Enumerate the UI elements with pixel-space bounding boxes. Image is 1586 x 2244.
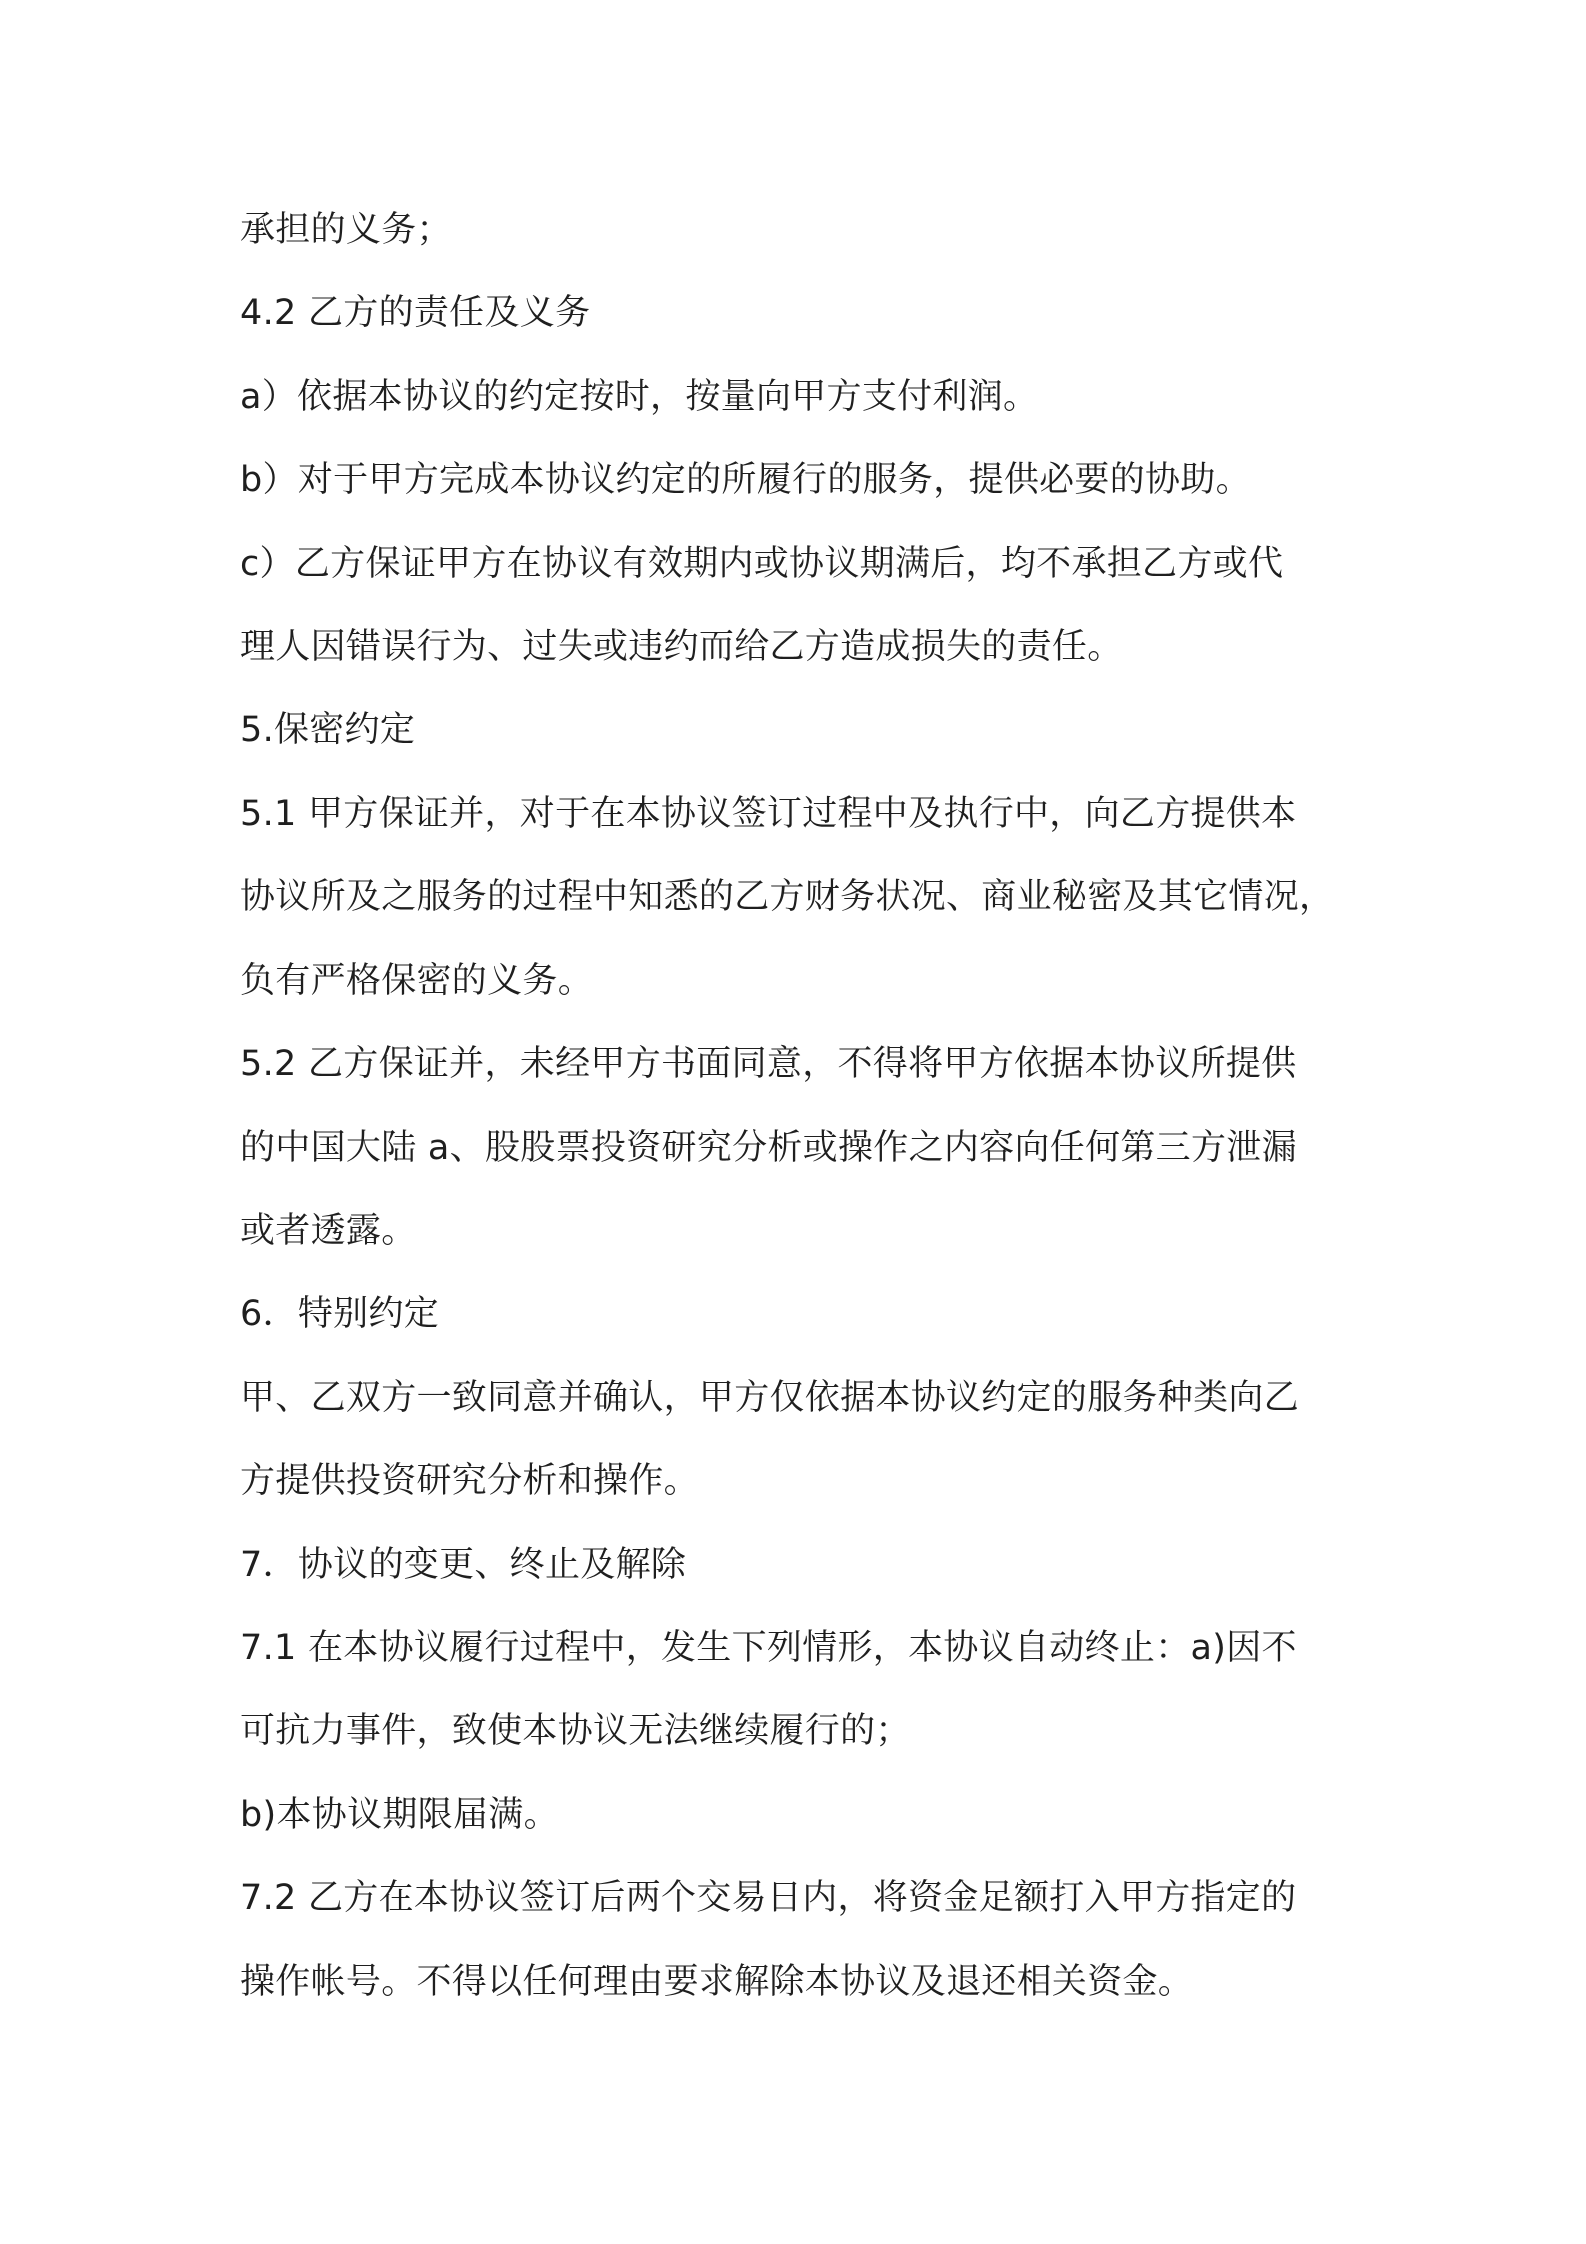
- text-line: 5.2 乙方保证并，未经甲方书面同意，不得将甲方依据本协议所提供: [240, 1044, 1297, 1084]
- text-line: 承担的义务；: [240, 210, 452, 250]
- text-line: 可抗力事件，致使本协议无法继续履行的；: [240, 1711, 911, 1751]
- text-line: 方提供投资研究分析和操作。: [240, 1461, 699, 1501]
- text-line: 7.2 乙方在本协议签订后两个交易日内，将资金足额打入甲方指定的: [240, 1878, 1297, 1918]
- text-line: c）乙方保证甲方在协议有效期内或协议期满后，均不承担乙方或代: [240, 544, 1284, 584]
- text-line: 负有严格保密的义务。: [240, 961, 594, 1001]
- text-line: 甲、乙双方一致同意并确认，甲方仅依据本协议约定的服务种类向乙: [240, 1378, 1300, 1418]
- section-heading: 5.保密约定: [240, 710, 416, 750]
- text-line: 7.1 在本协议履行过程中，发生下列情形，本协议自动终止：a)因不: [240, 1628, 1297, 1668]
- text-line: 5.1 甲方保证并，对于在本协议签订过程中及执行中，向乙方提供本: [240, 794, 1297, 834]
- text-line: 协议所及之服务的过程中知悉的乙方财务状况、商业秘密及其它情况，: [240, 877, 1335, 917]
- text-line: a）依据本协议的约定按时，按量向甲方支付利润。: [240, 377, 1039, 417]
- section-heading: 6．特别约定: [240, 1294, 440, 1334]
- text-line: 理人因错误行为、过失或违约而给乙方造成损失的责任。: [240, 627, 1123, 667]
- section-heading: 7．协议的变更、终止及解除: [240, 1545, 687, 1585]
- section-heading: 4.2 乙方的责任及义务: [240, 293, 591, 333]
- text-line: b）对于甲方完成本协议约定的所履行的服务，提供必要的协助。: [240, 460, 1251, 500]
- text-line: 操作帐号。不得以任何理由要求解除本协议及退还相关资金。: [240, 1962, 1194, 2002]
- text-line: 或者透露。: [240, 1211, 417, 1251]
- text-line: b)本协议期限届满。: [240, 1795, 559, 1835]
- text-line: 的中国大陆 a、股股票投资研究分析或操作之内容向任何第三方泄漏: [240, 1128, 1297, 1168]
